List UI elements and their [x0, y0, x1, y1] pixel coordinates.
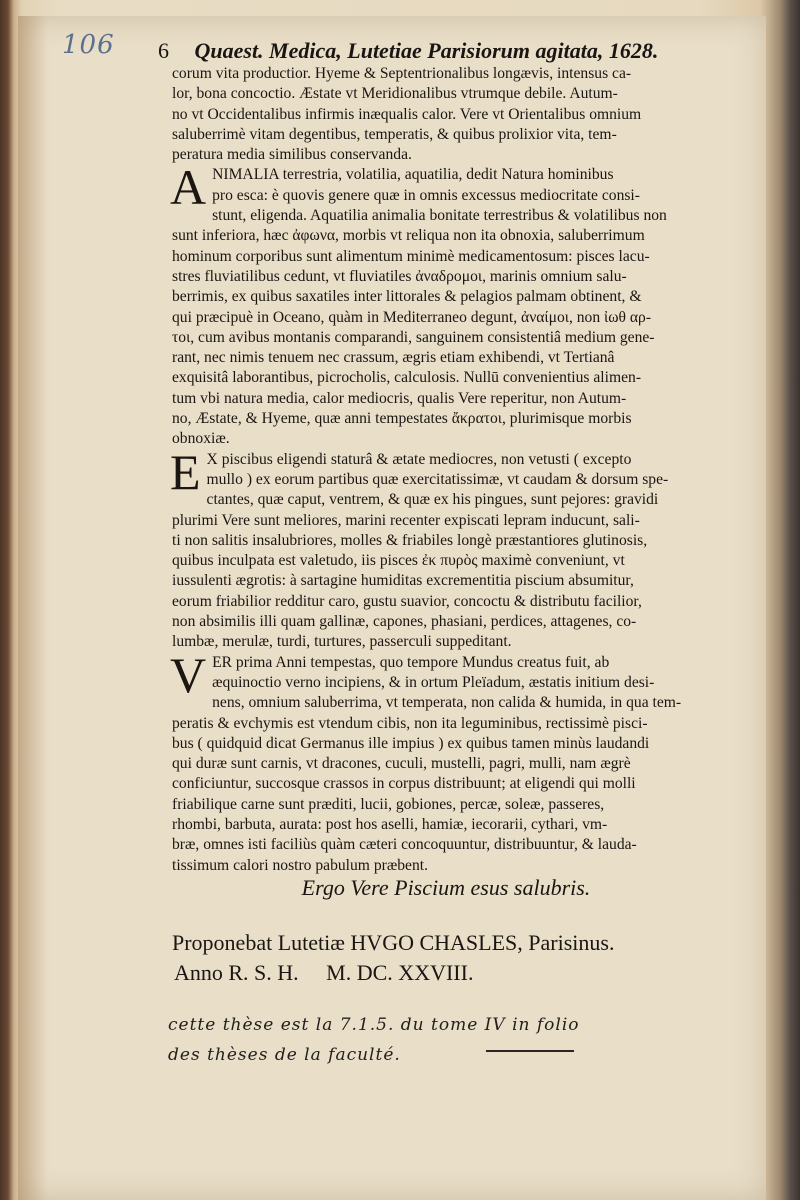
- text-line: τοι, cum avibus montanis comparandi, sanguinem consistentiâ medium gene-: [172, 328, 655, 346]
- text-line: conficiuntur, succosque crassos in corpus distribuunt; at eligendi qui molli: [172, 775, 636, 793]
- text-line: nens, omnium saluberrima, vt temperata, non calida & humida, in qua tem-: [212, 694, 682, 712]
- drop-cap: A: [170, 159, 207, 216]
- text-line: friabilique carne sunt præditi, lucii, gobiones, percæ, soleæ, passeres,: [172, 795, 605, 813]
- paragraph-animalia: [170, 159, 720, 449]
- text-line: ti non salitis insalubriores, molles & friabiles longè præstantiores glutinosis,: [172, 531, 648, 549]
- text-line: qui præcipuè in Oceano, quàm in Mediterraneo degunt, ἀναίμοι, non ἰωθ αρ-: [172, 308, 652, 326]
- text-line: no, Æstate, & Hyeme, quæ anni tempestates ἄκρατοι, plurimisque morbis: [172, 410, 632, 428]
- paragraph-piscibus: [170, 443, 720, 653]
- thesis-conclusion: Ergo Vere Piscium esus salubris.: [301, 875, 591, 900]
- text-line: sunt inferiora, hæc ἀφωνα, morbis vt reliqua non ita obnoxia, saluberrimum: [172, 227, 645, 245]
- text-line: quibus inculpata est valetudo, iis pisces ἐκ πυρὸς maximè conveniunt, vt: [172, 552, 625, 570]
- text-line: eorum friabilior redditur caro, gustu suavior, concoctu & distributu facilior,: [172, 592, 642, 610]
- text-line: hominum corporibus sunt alimentum minimè medicamentosum: pisces lacu-: [172, 247, 650, 265]
- text-line: bus ( quidquid dicat Germanus ille impius ) ex quibus tamen minùs laudandi: [172, 734, 650, 752]
- text-line: peratura media similibus conservanda.: [172, 146, 412, 164]
- text-line: tum vbi natura media, calor mediocris, qualis Vere reperitur, non Autum-: [172, 389, 627, 407]
- text-line: mullo ) ex eorum partibus quæ exercitatissimæ, vt caudam & dorsum spe-: [206, 470, 669, 488]
- text-line: saluberrimè vitam degentibus, temperatis, & quibus prolixior vita, tem-: [172, 125, 617, 143]
- text-line: iussulenti ægrotis: à sartagine humiditas excrementitia piscium absumitur,: [172, 572, 634, 590]
- text-line: rhombi, barbuta, aurata: post hos aselli, hamiæ, iecorarii, cythari, vm-: [172, 815, 608, 833]
- paragraph-intro: [172, 64, 720, 165]
- drop-cap: E: [170, 443, 201, 500]
- page-number: 6: [158, 38, 169, 63]
- text-line: berrimis, ex quibus saxatiles inter littorales & pelagios palmam obtinent, &: [172, 288, 642, 306]
- running-head: [158, 38, 718, 64]
- handwritten-folio-number: 106: [62, 30, 115, 60]
- text-line: non absimilis illi quam gallinæ, capones, phasiani, perdices, attagenes, co-: [172, 613, 637, 631]
- imprint-line-1: Proponebat Lutetiæ HVGO CHASLES, Parisinus.: [172, 930, 615, 955]
- text-line: bræ, omnes isti faciliùs quàm cæteri concoquuntur, distribuuntur, & lauda-: [172, 836, 637, 854]
- text-line: plurimi Vere sunt meliores, marini recenter expiscati lepram inducunt, sali-: [172, 511, 640, 529]
- handwritten-note-line-2: des thèses de la faculté.: [168, 1045, 401, 1065]
- handwritten-note-line-1: cette thèse est la 7.1.5. du tome IV in folio: [168, 1015, 580, 1035]
- text-line: pro esca: è quovis genere quæ in omnis excessus mediocritate consi-: [212, 186, 640, 204]
- text-line: lumbæ, merulæ, turdi, turtures, passerculi suppeditant.: [172, 633, 512, 651]
- text-line: qui duræ sunt carnis, vt dracones, cuculi, mustelli, pagri, mulli, nam ægrè: [172, 755, 631, 773]
- running-head-title: Quaest. Medica, Lutetiae Parisiorum agitata, 1628.: [194, 38, 659, 63]
- drop-cap: V: [170, 646, 207, 703]
- text-line: stunt, eligenda. Aquatilia animalia bonitate terrestribus & volatilibus non: [212, 207, 667, 225]
- handwritten-rule: [486, 1050, 574, 1052]
- text-line: rant, nec nimis tenuem nec crassum, ægris etiam exhibendi, vt Tertianâ: [172, 349, 615, 367]
- paragraph-ver: [170, 646, 720, 876]
- text-line: lor, bona concoctio. Æstate vt Meridionalibus vtrumque debile. Autum-: [172, 85, 618, 103]
- imprint-line-2: Anno R. S. H. M. DC. XXVIII.: [174, 960, 474, 985]
- imprint: [172, 928, 732, 988]
- text-line: peratis & evchymis est vtendum cibis, non ita leguminibus, rectissimè pisci-: [172, 714, 648, 732]
- gutter-stain: [18, 16, 48, 1200]
- text-line: ctantes, quæ caput, ventrem, & quæ ex his pingues, sunt pejores: gravidi: [206, 491, 659, 509]
- text-line: corum vita productior. Hyeme & Septentrionalibus longævis, intensus ca-: [172, 65, 632, 82]
- text-line: tissimum calori nostro pabulum præbent.: [172, 856, 428, 874]
- text-line: stres fluviatilibus cedunt, vt fluviatiles ἀναδρομοι, marinis omnium salu-: [172, 267, 627, 285]
- text-line: X piscibus eligendi staturâ & ætate mediocres, non vetusti ( excepto: [206, 450, 632, 468]
- text-line: obnoxiæ.: [172, 430, 230, 448]
- text-line: exquisitâ laborantibus, picrocholis, calculosis. Nullū convenientius alimen-: [172, 369, 642, 387]
- text-line: NIMALIA terrestria, volatilia, aquatilia, dedit Natura hominibus: [212, 166, 614, 184]
- text-line: no vt Occidentalibus infirmis inæqualis calor. Vere vt Orientalibus omnium: [172, 105, 642, 123]
- text-line: ER prima Anni tempestas, quo tempore Mundus creatus fuit, ab: [212, 653, 610, 671]
- handwritten-note: [168, 1010, 728, 1070]
- body-text: [172, 64, 720, 876]
- text-line: æquinoctio verno incipiens, & in ortum Pleïadum, æstatis initium desi-: [212, 673, 655, 691]
